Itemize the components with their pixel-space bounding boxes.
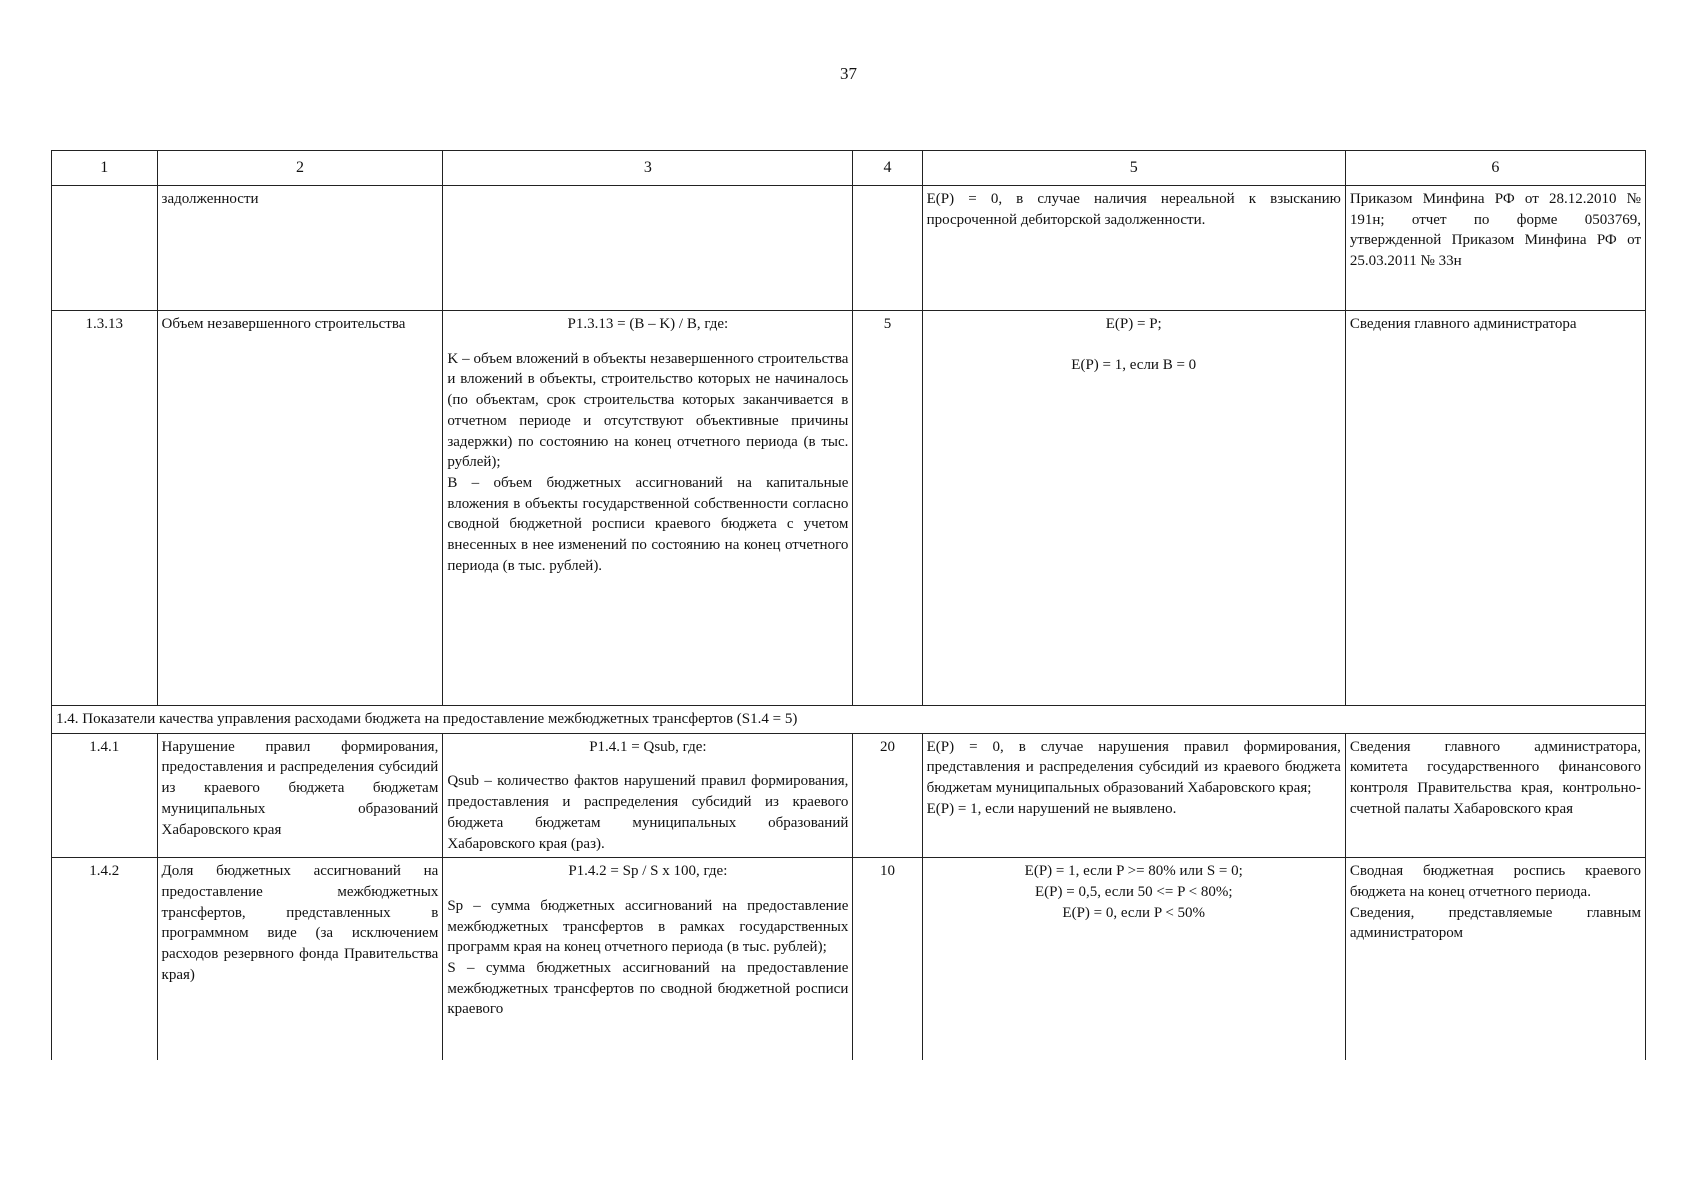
cell-evaluation: E(P) = 0, в случае наличия нереальной к взысканию просроченной дебиторской задолженности. — [922, 186, 1345, 311]
table-row-1-4-2 — [52, 858, 1646, 1061]
formula-text: P1.4.2 = Sp / S x 100, где: — [568, 863, 728, 880]
formula-variable-s: S – сумма бюджетных ассигнований на предоставление межбюджетных трансфертов по сводной бюджетной росписи краевого — [447, 959, 849, 1018]
table-row-debt-continuation — [52, 186, 1646, 311]
cell-number: 1.4.2 — [52, 858, 158, 1061]
cell-formula — [443, 186, 853, 311]
evaluation-line-2: E(P) = 1, если нарушений не выявлено. — [926, 800, 1177, 817]
cell-formula — [443, 733, 853, 857]
cell-evaluation — [922, 733, 1345, 857]
evaluation-line-1: E(P) = 0, в случае нарушения правил формирования, представления и распределения субсидий из краевого бюджета бюджетам муниципальных образований Хабаровского края; — [926, 738, 1341, 797]
cell-weight: 20 — [853, 733, 922, 857]
formula-variable-qsub: Qsub – количество фактов нарушений правил формирования, предоставления и распределения субсидий из краевого бюджета бюджетам муниципальных образований Хабаровского края (раз). — [447, 773, 849, 852]
evaluation-line-1: E(P) = P; — [1105, 316, 1162, 333]
column-header-6: 6 — [1345, 151, 1645, 186]
cell-source — [1345, 858, 1645, 1061]
evaluation-line-2: E(P) = 0,5, если 50 <= P < 80%; — [1035, 883, 1233, 900]
page-number: 37 — [840, 64, 857, 83]
cell-formula — [443, 311, 853, 706]
cell-source: Приказом Минфина РФ от 28.12.2010 № 191н; отчет по форме 0503769, утвержденной Приказом Минфина РФ от 25.03.2011 № 33н — [1345, 186, 1645, 311]
column-header-5: 5 — [922, 151, 1345, 186]
cell-evaluation — [922, 858, 1345, 1061]
column-header-3: 3 — [443, 151, 853, 186]
cell-source: Сведения главного администратора — [1345, 311, 1645, 706]
cell-indicator-name: задолженности — [157, 186, 443, 311]
section-heading: 1.4. Показатели качества управления расходами бюджета на предоставление межбюджетных трансфертов (S1.4 = 5) — [52, 706, 1646, 734]
cell-formula — [443, 858, 853, 1061]
cell-indicator-name: Доля бюджетных ассигнований на предоставление межбюджетных трансфертов, представленных в программном виде (за исключением расходов резервного фонда Правительства края) — [157, 858, 443, 1061]
cell-weight — [853, 186, 922, 311]
formula-text: P1.3.13 = (B – K) / B, где: — [567, 316, 729, 333]
formula-variable-sp: Sp – сумма бюджетных ассигнований на предоставление межбюджетных трансфертов в рамках государственных программ края на конец отчетного периода (в тыс. рублей); — [447, 897, 849, 956]
formula-variable-b: B – объем бюджетных ассигнований на капитальные вложения в объекты государственной собственности согласно сводной бюджетной росписи краевого бюджета с учетом внесенных в нее изменений по состоянию на конец отчетного периода (в тыс. рублей). — [447, 474, 849, 574]
evaluation-line-3: E(P) = 0, если P < 50% — [1062, 904, 1206, 921]
indicators-table — [51, 150, 1646, 1060]
table-row-1-3-13 — [52, 311, 1646, 706]
table-row-1-4-1 — [52, 733, 1646, 857]
cell-weight: 5 — [853, 311, 922, 706]
column-header-4: 4 — [853, 151, 922, 186]
cell-weight: 10 — [853, 858, 922, 1061]
cell-source: Сведения главного администратора, комитета государственного финансового контроля Правительства края, контрольно-счетной палаты Хабаровского края — [1345, 733, 1645, 857]
cell-number: 1.4.1 — [52, 733, 158, 857]
formula-text: P1.4.1 = Qsub, где: — [589, 738, 707, 755]
source-line-2: Сведения, представляемые главным администратором — [1349, 904, 1641, 942]
cell-indicator-name: Объем незавершенного строительства — [157, 311, 443, 706]
cell-evaluation — [922, 311, 1345, 706]
column-header-2: 2 — [157, 151, 443, 186]
formula-variable-k: K – объем вложений в объекты незавершенного строительства и вложений в объекты, строительство которых не начиналось (по объектам, срок строительства которых заканчивается в отчетном периоде и отсутствуют объективные причины задержки) по состоянию на конец отчетного периода (в тыс. рублей); — [447, 350, 849, 471]
evaluation-line-1: E(P) = 1, если P >= 80% или S = 0; — [1024, 863, 1243, 880]
section-row-1-4 — [52, 706, 1646, 734]
spacer — [927, 335, 1341, 355]
source-line-1: Сводная бюджетная роспись краевого бюджета на конец отчетного периода. — [1349, 863, 1641, 900]
header-row — [52, 151, 1646, 186]
cell-number — [52, 186, 158, 311]
cell-number: 1.3.13 — [52, 311, 158, 706]
evaluation-line-2: E(P) = 1, если B = 0 — [1071, 356, 1197, 373]
cell-indicator-name: Нарушение правил формирования, предоставления и распределения субсидий из краевого бюджета бюджетам муниципальных образований Хабаровского края — [157, 733, 443, 857]
column-header-1: 1 — [52, 151, 158, 186]
